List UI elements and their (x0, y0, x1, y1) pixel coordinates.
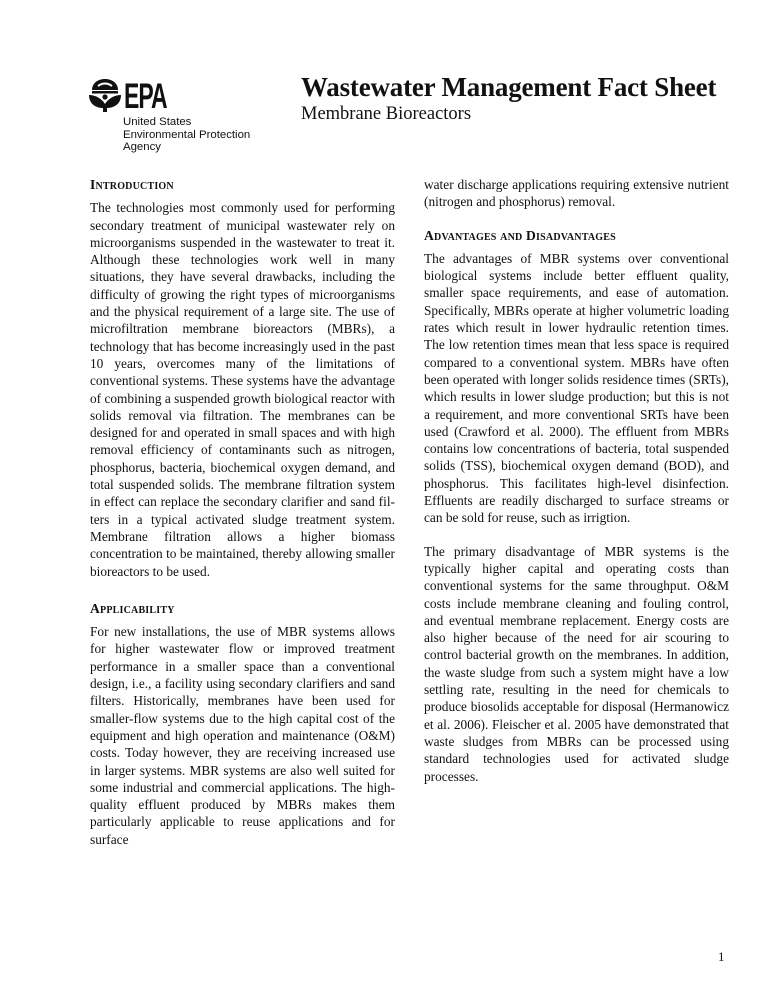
agency-line: Environmental Protection (123, 128, 251, 141)
agency-line: Agency (123, 141, 161, 153)
page-number: 1 (718, 949, 725, 964)
epa-flower-logo-icon (88, 78, 122, 114)
left-column (90, 176, 395, 864)
section-heading-advantages: Advantages and Disadvantages (424, 227, 616, 243)
applicability-paragraph: For new installations, the use of MBR systems allows for higher wastewater flow or improved treatment performance in a smaller space than a conventional design, i.e., a facility using secondary clarifiers and sand filters. Historically, membranes have been used for smaller-flow systems due to the high capital cost of the equipment and high operation and maintenance (O&M) costs. Today however, they are receiving increased use in larger systems. MBR systems are also well suited for some industrial and commercial applications. The high-quality effluent produced by MBRs makes them particularly applicable to reuse applications and for surface (90, 624, 395, 847)
applicability-paragraph-continued: water discharge applications requiring extensive nutrient (nitrogen and phosphorus) removal. (424, 177, 729, 210)
epa-wordmark: EPA (124, 75, 167, 116)
document-title: Wastewater Management Fact Sheet (301, 72, 717, 102)
section-heading-introduction: Introduction (90, 177, 174, 192)
right-column (424, 176, 729, 801)
introduction-paragraph: The technologies most commonly used for performing secondary treatment of municipal wastewater rely on microorganisms suspended in the wastewater to treat it. Although these technologies work well in many situations, they have several drawbacks, including the difficulty of growing the right types of microorganisms and the physical requirement of a large site. The use of microfiltration membrane bioreactors (MBRs), a technology that has become increasingly used in the past 10 years, overcomes many of the limitations of conventional systems. These systems have the advantage of combining a suspended growth biological reactor with solids removal via filtration. The membranes can be designed for and operated in small spaces and with high removal efficiency of contaminants such as nitrogen, phosphorus, bacteria, biochemical oxygen demand, and total suspended solids. The membrane filtration system in effect can replace the secondary clarifier and sand filters in a typical activated sludge treatment system. Membrane filtration allows a higher biomass concentration to be maintained, thereby allowing smaller bioreactors to be used. (90, 200, 395, 579)
document-subtitle: Membrane Bioreactors (301, 104, 472, 124)
advantages-paragraph: The advantages of MBR systems over conventional biological systems include better effluent quality, smaller space requirements, and ease of automation. Specifically, MBRs operate at higher volumetric loading rates which result in lower hydraulic retention times. The low retention times mean that less space is required compared to a conventional system. MBRs have often been operated with longer solids residence times (SRTs), which results in lower sludge production; but this is not a requirement, and more conventional SRTs have been used (Crawford et al. 2000). The effluent from MBRs contains low concentrations of bacteria, total suspended solids (TSS), biochemical oxygen demand (BOD), and phosphorus. This facilitates high-level disinfection. Effluents are readily discharged to surface streams or can be sold for reuse, such as irrigtion. (424, 250, 729, 526)
disadvantages-paragraph: The primary disadvantage of MBR systems is the typically higher capital and operating costs than conventional systems for the same throughput. O&M costs include membrane cleaning and fouling control, and eventual membrane replacement. Energy costs are also higher because of the need for air scouring to control bacterial growth on the membranes. In addition, the waste sludge from such a system might have a low settling rate, resulting in the need for chemicals to produce biosolids acceptable for disposal (Hermanowicz et al. 2006). Fleischer et al. 2005 have demonstrated that waste sludges from MBRs can be processed using standard technologies used for activated sludge processes. (424, 543, 729, 784)
epa-logo-mark (88, 74, 278, 114)
agency-line: United States (123, 116, 192, 128)
epa-logo (88, 74, 278, 154)
agency-name (123, 116, 278, 154)
section-heading-applicability: Applicability (90, 600, 175, 616)
